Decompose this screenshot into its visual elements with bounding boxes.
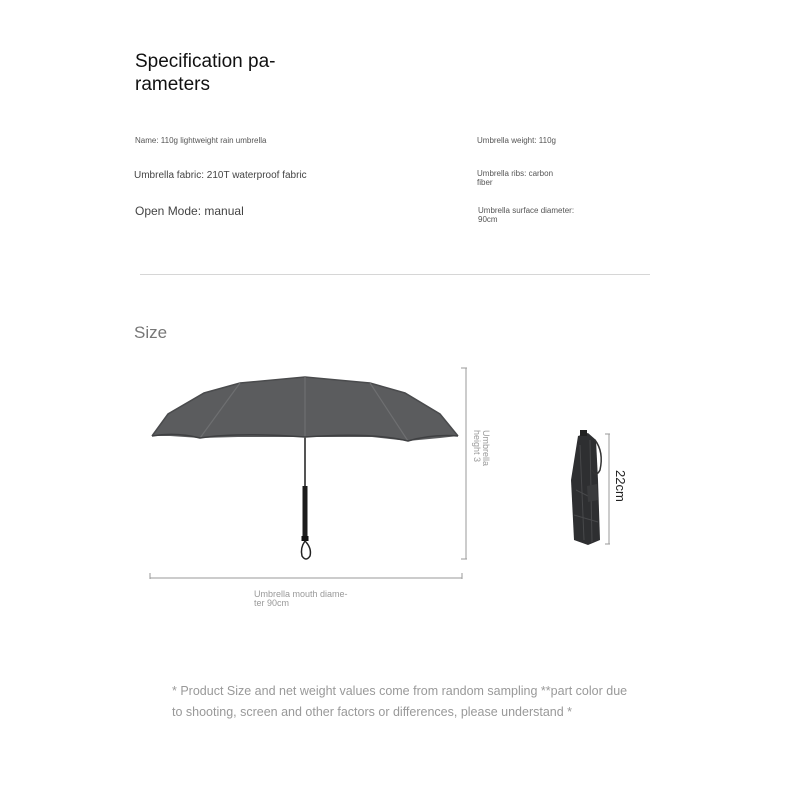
spec-name: Name: 110g lightweight rain umbrella <box>135 136 267 145</box>
spec-fabric: Umbrella fabric: 210T waterproof fabric <box>134 170 307 181</box>
folded-dimension-line <box>605 434 610 544</box>
spec-open-mode: Open Mode: manual <box>135 204 244 218</box>
footnote-line-2: to shooting, screen and other factors or differences, please understand * <box>172 705 573 719</box>
height-dimension-line <box>461 368 467 559</box>
footnote <box>172 681 642 723</box>
mouth-line-2: ter 90cm <box>254 598 290 608</box>
height-label: Umbrella height 3 <box>472 430 491 467</box>
spec-diameter-line-2: 90cm <box>478 215 498 224</box>
footnote-line-1: * Product Size and net weight values come from random sampling **part color due <box>172 684 628 698</box>
open-umbrella-image <box>152 377 458 559</box>
mouth-diameter-label <box>254 590 374 608</box>
size-heading: Size <box>134 323 168 342</box>
mouth-line-1: Umbrella mouth diame- <box>254 589 348 599</box>
spec-weight: Umbrella weight: 110g <box>477 136 557 145</box>
spec-ribs-line-1: Umbrella ribs: carbon <box>477 169 554 178</box>
folded-umbrella-image <box>571 430 601 545</box>
spec-diameter-line-1: Umbrella surface diameter: <box>478 206 575 215</box>
folded-length-label: 22cm <box>613 470 628 502</box>
title-line-1: Specification pa- <box>135 51 276 72</box>
width-dimension-line <box>150 573 462 579</box>
title-line-2: rameters <box>135 74 210 95</box>
spec-ribs-line-2: fiber <box>477 178 493 187</box>
